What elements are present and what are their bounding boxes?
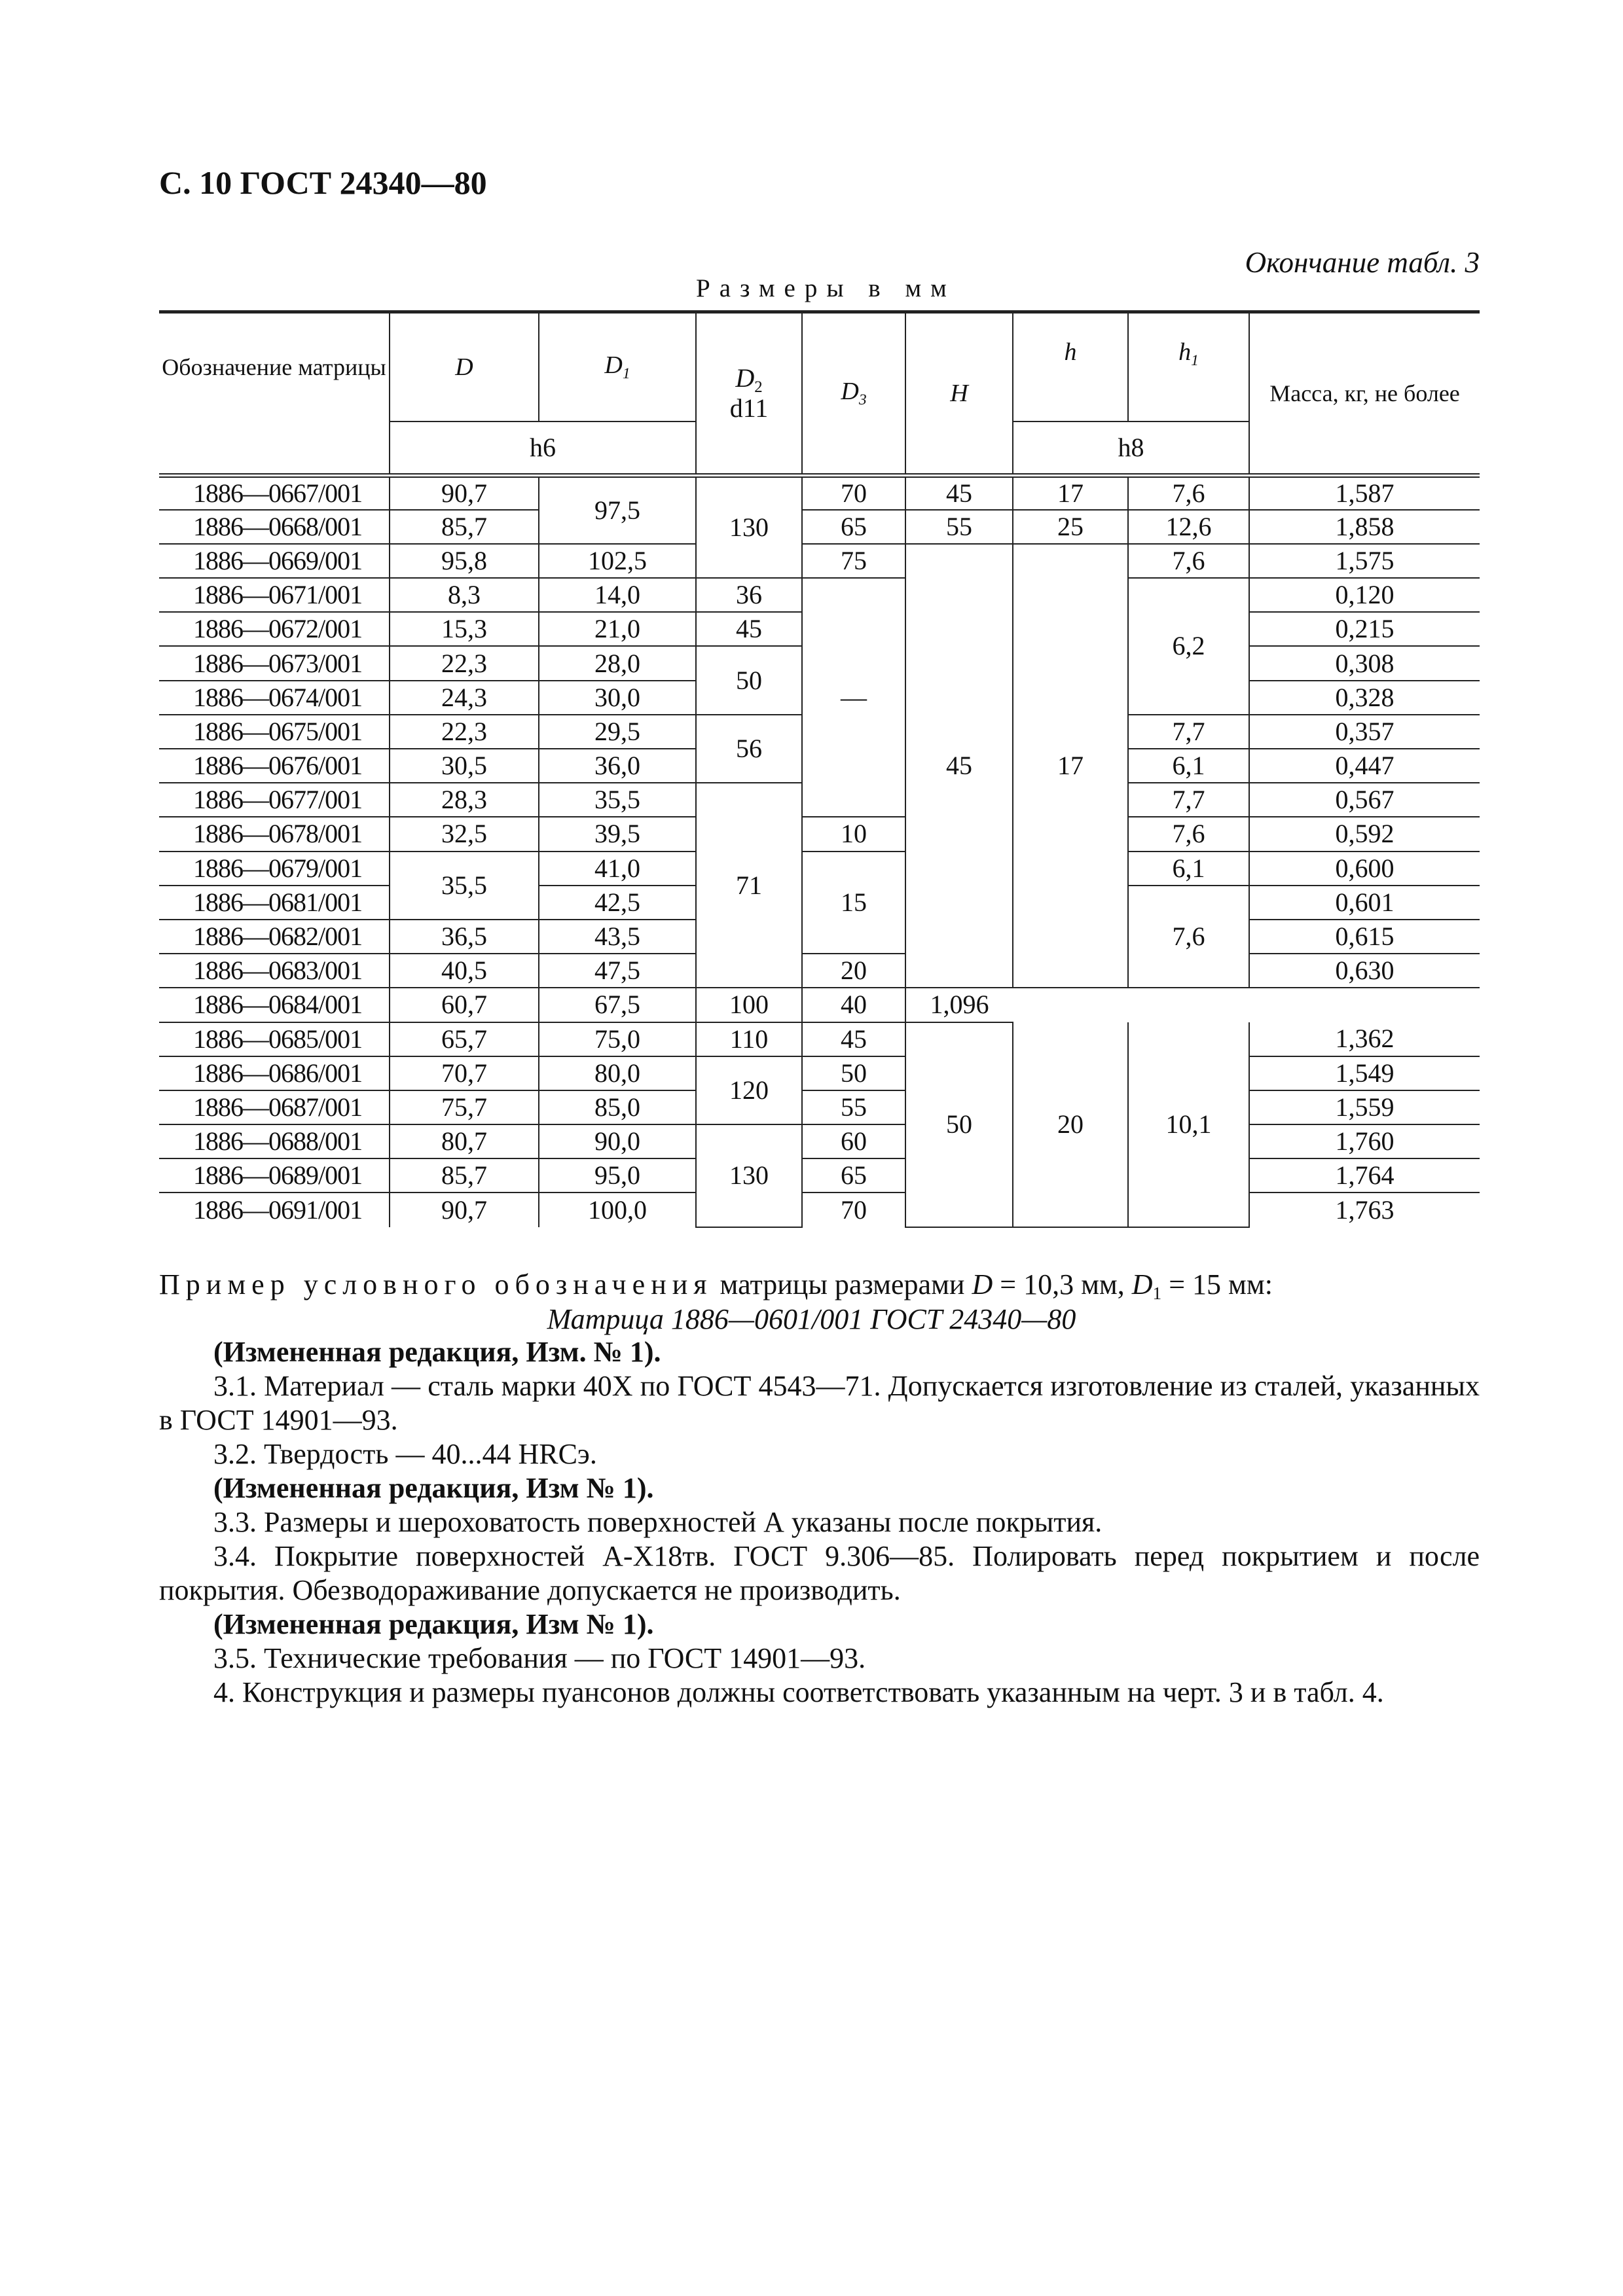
cell-designation: 1886—0682/001 [159, 920, 390, 954]
cell-designation: 1886—0679/001 [159, 852, 390, 886]
header-D1-sym: D [604, 351, 623, 379]
cell-h: 25 [1013, 510, 1128, 544]
example-lead: Пример условного обозначения [159, 1268, 713, 1300]
cell-D: 8,3 [390, 578, 539, 612]
header-h1 [1128, 312, 1249, 422]
cell-mass: 0,357 [1249, 715, 1480, 749]
cell-designation: 1886—0671/001 [159, 578, 390, 612]
cell-D3: 45 [802, 1022, 905, 1056]
paragraph-amendment: (Измененная редакция, Изм № 1). [213, 1608, 654, 1640]
cell-D: 22,3 [390, 715, 539, 749]
cell-D: 30,5 [390, 749, 539, 783]
cell-h: 20 [1013, 1022, 1128, 1227]
cell-D2: 45 [696, 612, 802, 646]
cell-D1: 95,0 [539, 1158, 696, 1193]
header-D3-sub: 3 [858, 391, 867, 408]
example-text-2: = 10,3 мм, [993, 1268, 1132, 1300]
paragraph-3-1: 3.1. Материал — сталь марки 40Х по ГОСТ 4543—71. Допускается изготовление из сталей, указанных в ГОСТ 14901—93. [159, 1370, 1480, 1436]
cell-designation: 1886—0676/001 [159, 749, 390, 783]
cell-D1: 100,0 [539, 1193, 696, 1227]
table-row [159, 1193, 1480, 1227]
cell-designation: 1886—0691/001 [193, 1195, 363, 1225]
cell-D: 90,7 [390, 476, 539, 510]
cell-D1: 80,0 [539, 1056, 696, 1090]
cell-D3: 40 [802, 988, 905, 1022]
cell-mass: 0,328 [1249, 681, 1480, 715]
cell-mass: 1,760 [1249, 1124, 1480, 1158]
dimensions-table [159, 310, 1480, 1228]
header-D3 [802, 312, 905, 476]
cell-h1: 7,6 [1128, 544, 1249, 578]
cell-D: 75,7 [390, 1090, 539, 1124]
example-text-3: = 15 мм: [1161, 1268, 1273, 1300]
cell-designation: 1886—0689/001 [159, 1158, 390, 1193]
cell-mass: 0,615 [1249, 920, 1480, 954]
paragraph-amendment: (Измененная редакция, Изм № 1). [213, 1472, 654, 1504]
cell-mass: 1,575 [1249, 544, 1480, 578]
cell-D: 15,3 [390, 612, 539, 646]
cell-mass: 0,567 [1249, 783, 1480, 817]
table-row [159, 817, 1480, 851]
cell-D3: 50 [802, 1056, 905, 1090]
cell-designation: 1886—0685/001 [159, 1022, 390, 1056]
cell-H: 50 [905, 1022, 1013, 1227]
cell-designation: 1886—0673/001 [159, 646, 390, 680]
cell-D: 28,3 [390, 783, 539, 817]
cell-D3: 10 [802, 817, 905, 851]
table-row [159, 1090, 1480, 1124]
cell-D: 40,5 [390, 954, 539, 988]
cell-H: 55 [905, 510, 1013, 544]
cell-D3: 20 [802, 954, 905, 988]
cell-mass: 1,549 [1249, 1056, 1480, 1090]
paragraph-3-3: 3.3. Размеры и шероховатость поверхностей А указаны после покрытия. [213, 1506, 1103, 1538]
cell-mass: 0,215 [1249, 612, 1480, 646]
cell-D1: 85,0 [539, 1090, 696, 1124]
cell-designation: 1886—0677/001 [159, 783, 390, 817]
cell-designation: 1886—0688/001 [159, 1124, 390, 1158]
cell-designation: 1886—0669/001 [159, 544, 390, 578]
cell-h1: 6,1 [1128, 749, 1249, 783]
cell-D2: 71 [696, 783, 802, 988]
example-designation-line: Матрица 1886—0601/001 ГОСТ 24340—80 [547, 1303, 1076, 1335]
header-H: H [905, 312, 1013, 476]
cell-D1: 21,0 [539, 612, 696, 646]
header-D2-sub: 2 [754, 378, 763, 396]
paragraph-amendment: (Измененная редакция, Изм. № 1). [213, 1336, 661, 1368]
cell-D3: 65 [802, 510, 905, 544]
cell-D: 36,5 [390, 920, 539, 954]
table-row [159, 1124, 1480, 1158]
cell-D2: 110 [696, 1022, 802, 1056]
table-row [159, 1022, 1480, 1056]
cell-D1: 47,5 [539, 954, 696, 988]
header-h: h [1013, 312, 1128, 422]
cell-D: 22,3 [390, 646, 539, 680]
table-row [159, 954, 1480, 988]
units-caption: Размеры в мм [696, 274, 956, 302]
cell-designation: 1886—0681/001 [159, 886, 390, 920]
cell-D: 85,7 [390, 1158, 539, 1193]
cell-D3: 15 [802, 852, 905, 954]
cell-D3: — [802, 578, 905, 817]
cell-D3: 60 [802, 1124, 905, 1158]
table-row [159, 544, 1480, 578]
cell-designation: 1886—0667/001 [159, 476, 390, 510]
cell-D1: 36,0 [539, 749, 696, 783]
table-continuation-note: Окончание табл. 3 [1245, 246, 1480, 279]
example-D-symbol: D [972, 1268, 993, 1300]
example-text-1: матрицы размерами [712, 1268, 972, 1300]
cell-designation: 1886—0686/001 [159, 1056, 390, 1090]
cell-mass: 1,559 [1249, 1090, 1480, 1124]
cell-mass: 1,587 [1249, 476, 1480, 510]
cell-D3: 70 [802, 1193, 905, 1227]
cell-h1: 7,7 [1128, 715, 1249, 749]
paragraph-3-5: 3.5. Технические требования — по ГОСТ 14901—93. [213, 1642, 866, 1674]
cell-mass: 0,120 [1249, 578, 1480, 612]
requirements-text [159, 1335, 1480, 1710]
cell-D2: 120 [696, 1056, 802, 1124]
cell-mass: 1,858 [1249, 510, 1480, 544]
header-D: D [390, 312, 539, 422]
cell-D1: 75,0 [539, 1022, 696, 1056]
header-tol-h8: h8 [1013, 422, 1249, 476]
cell-D: 90,7 [390, 1193, 539, 1227]
cell-D1: 97,5 [539, 476, 696, 544]
cell-D3: 65 [802, 1158, 905, 1193]
header-mass: Масса, кг, не более [1249, 312, 1480, 476]
table-row [159, 852, 1480, 886]
cell-D1: 28,0 [539, 646, 696, 680]
header-D3-sym: D [841, 377, 859, 405]
table-row [159, 578, 1480, 612]
cell-mass: 0,447 [1249, 749, 1480, 783]
cell-D: 65,7 [390, 1022, 539, 1056]
cell-h: 17 [1013, 544, 1128, 988]
cell-D2: 50 [696, 646, 802, 714]
header-tol-spacer [159, 422, 390, 476]
table-row [159, 510, 1480, 544]
cell-D1: 67,5 [539, 988, 696, 1022]
cell-D: 60,7 [390, 988, 539, 1022]
cell-H: 45 [905, 476, 1013, 510]
cell-D1: 90,0 [539, 1124, 696, 1158]
cell-D: 95,8 [390, 544, 539, 578]
cell-D1: 102,5 [539, 544, 696, 578]
cell-designation: 1886—0668/001 [159, 510, 390, 544]
cell-D1: 30,0 [539, 681, 696, 715]
cell-D1: 35,5 [539, 783, 696, 817]
cell-mass: 0,601 [1249, 886, 1480, 920]
header-D2 [696, 312, 802, 476]
cell-D: 70,7 [390, 1056, 539, 1090]
table-row [159, 988, 1480, 1022]
cell-mass: 1,763 [1249, 1193, 1480, 1227]
header-h1-sub: 1 [1191, 352, 1199, 369]
cell-D1: 14,0 [539, 578, 696, 612]
cell-mass: 0,308 [1249, 646, 1480, 680]
cell-D2: 130 [696, 1124, 802, 1227]
cell-D3: 70 [802, 476, 905, 510]
header-designation: Обозначение матрицы [159, 312, 390, 422]
cell-designation: 1886—0683/001 [159, 954, 390, 988]
cell-designation: 1886—0672/001 [159, 612, 390, 646]
cell-h: 17 [1013, 476, 1128, 510]
cell-h1: 6,2 [1128, 578, 1249, 715]
cell-h1: 12,6 [1128, 510, 1249, 544]
table-row [159, 1158, 1480, 1193]
designation-example [159, 1268, 1480, 1304]
cell-D1: 29,5 [539, 715, 696, 749]
cell-h1: 7,6 [1128, 886, 1249, 988]
cell-D2: 56 [696, 715, 802, 783]
header-h1-sym: h [1178, 338, 1192, 366]
page-header: С. 10 ГОСТ 24340—80 [159, 164, 487, 201]
cell-designation: 1886—0687/001 [159, 1090, 390, 1124]
cell-D2: 100 [696, 988, 802, 1022]
header-tol-h6: h6 [390, 422, 696, 476]
cell-D: 85,7 [390, 510, 539, 544]
cell-designation: 1886—0674/001 [159, 681, 390, 715]
cell-h1: 10,1 [1128, 1022, 1249, 1227]
header-D1 [539, 312, 696, 422]
cell-designation: 1886—0684/001 [159, 988, 390, 1022]
table-row [159, 1056, 1480, 1090]
cell-mass: 1,362 [1249, 1022, 1480, 1056]
cell-D: 35,5 [390, 852, 539, 920]
cell-D1: 42,5 [539, 886, 696, 920]
cell-D1: 41,0 [539, 852, 696, 886]
cell-D2: 36 [696, 578, 802, 612]
table-row [159, 476, 1480, 510]
example-D1-symbol: D [1131, 1268, 1153, 1300]
paragraph-3-4: 3.4. Покрытие поверхностей А-Х18тв. ГОСТ 9.306—85. Полировать перед покрытием и после покрытия. Обезводораживание допускается не производить. [159, 1540, 1480, 1606]
cell-mass: 1,764 [1249, 1158, 1480, 1193]
cell-D2: 130 [696, 476, 802, 579]
header-D2-sym: D [735, 363, 755, 393]
cell-D3: 75 [802, 544, 905, 578]
cell-mass: 0,600 [1249, 852, 1480, 886]
paragraph-3-2: 3.2. Твердость — 40...44 HRCэ. [213, 1438, 597, 1470]
cell-h1: 7,6 [1128, 476, 1249, 510]
cell-D3: 55 [802, 1090, 905, 1124]
cell-D1: 43,5 [539, 920, 696, 954]
cell-D1: 39,5 [539, 817, 696, 851]
cell-h1: 7,7 [1128, 783, 1249, 817]
cell-designation: 1886—0678/001 [159, 817, 390, 851]
example-D1-sub: 1 [1152, 1283, 1162, 1303]
cell-designation: 1886—0675/001 [159, 715, 390, 749]
cell-h1: 6,1 [1128, 852, 1249, 886]
cell-D: 80,7 [390, 1124, 539, 1158]
cell-D: 24,3 [390, 681, 539, 715]
header-D2-tolerance: d11 [729, 393, 769, 423]
cell-D: 32,5 [390, 817, 539, 851]
cell-mass: 1,096 [905, 988, 1013, 1022]
cell-h1: 7,6 [1128, 817, 1249, 851]
cell-mass: 0,630 [1249, 954, 1480, 988]
paragraph-4: 4. Конструкция и размеры пуансонов должны соответствовать указанным на черт. 3 и в табл. 4. [213, 1676, 1384, 1708]
header-D1-sub: 1 [622, 365, 630, 382]
cell-H: 45 [905, 544, 1013, 988]
cell-mass: 0,592 [1249, 817, 1480, 851]
